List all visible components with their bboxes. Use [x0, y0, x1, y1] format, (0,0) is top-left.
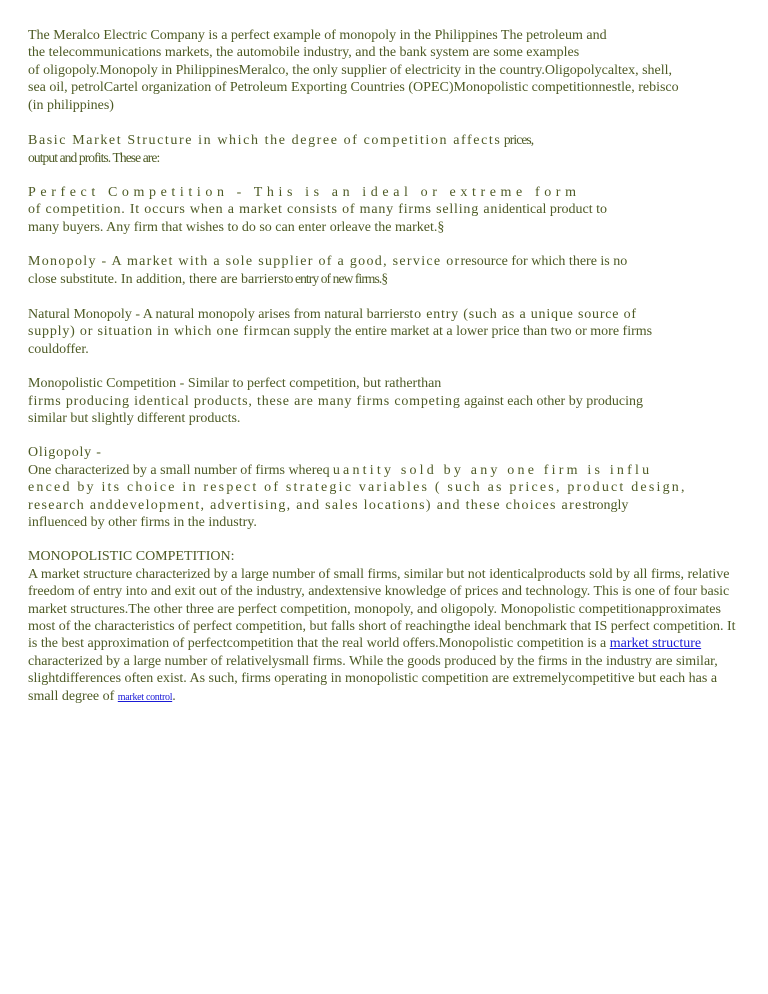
spaced-text: quantity sold by any one firm is influ: [322, 462, 653, 478]
text-line: [28, 462, 740, 479]
section-heading: MONOPOLISTIC COMPETITION:: [28, 549, 235, 565]
text-line: The Meralco Electric Company is a perfect example of monopoly in the Philippines The petroleum and: [28, 28, 607, 43]
section-body: [28, 566, 740, 706]
text-line: couldoffer.: [28, 341, 89, 357]
text-line: sea oil, petrolCartel organization of Petroleum Exporting Countries (OPEC)Monopolistic competitionnestle, rebisco: [28, 80, 679, 96]
text-line: of oligopoly.Monopoly in PhilippinesMeralco, the only supplier of electricity in the country.Oligopolycaltex, shell,: [28, 62, 673, 78]
normal-text: close substitute. In addition, there are barriers: [28, 272, 284, 288]
text-line: [28, 253, 740, 270]
text-line: enced by its choice in respect of strategic variables ( such as prices, product design,: [28, 480, 687, 496]
spaced-text: supply) or situation in which one firm: [28, 324, 271, 340]
market-control-link[interactable]: market control: [117, 691, 173, 703]
intro-paragraph: [28, 27, 740, 114]
text-line: (in philippines): [28, 97, 114, 113]
document-page: [28, 27, 740, 723]
text-line: [28, 306, 740, 323]
spaced-text: of competition. It occurs when a market consists of many firms selling an: [28, 202, 499, 218]
text-line: [28, 201, 740, 218]
normal-text: strongly: [582, 497, 629, 513]
text-line: many buyers. Any firm that wishes to do so can enter orleave the market.§: [28, 219, 445, 235]
text-line: [28, 131, 740, 149]
text-line: [28, 393, 740, 410]
oligopoly-paragraph: [28, 444, 740, 531]
normal-text: One characterized by a small number of firms where: [28, 462, 323, 478]
text-line: [28, 323, 740, 340]
condensed-text: prices,: [501, 132, 534, 148]
normal-text: resource for which there is no: [460, 254, 628, 270]
monopoly-paragraph: [28, 253, 740, 289]
text-line: Oligopoly -: [28, 445, 102, 461]
text-line: [28, 270, 740, 288]
normal-text: can supply the entire market at a lower price than two or more firms: [270, 324, 653, 340]
body-text: .: [172, 688, 176, 704]
condensed-text: to entry of new firms.§: [283, 271, 388, 287]
normal-text: Natural Monopoly - A natural monopoly arises from natural barriers: [28, 306, 410, 322]
spaced-text: firms producing identical products, these are many firms competing: [28, 393, 461, 409]
natural-monopoly-paragraph: [28, 306, 740, 358]
spaced-text: Basic Market Structure in which the degree of competition affects: [28, 133, 502, 149]
monopolistic-competition-paragraph: [28, 375, 740, 427]
text-line: Monopolistic Competition - Similar to perfect competition, but ratherthan: [28, 376, 442, 392]
text-line: [28, 497, 740, 514]
text-line: the telecommunications markets, the automobile industry, and the bank system are some examples: [28, 45, 580, 61]
body-text: A market structure characterized by a large number of small firms, similar but not identicalproducts sold by all firms, relative freedom of entry into and exit out of the industry, andextensive knowledge of prices and technology. This is one of four basic market structures.The other three are perfect competition, monopoly, and oligopoly. Monopolistic competitionapproximates most of the characteristics of perfect competition, but falls short of reachingthe ideal benchmark that IS perfect competition. It is the best approximation of perfectcompetition that the real world offers.Monopolistic competition is a: [28, 566, 736, 652]
spaced-text: to entry (such as a unique source of: [409, 306, 637, 322]
perfect-competition-paragraph: [28, 184, 740, 236]
text-line: influenced by other firms in the industry.: [28, 514, 257, 530]
spaced-text: research anddevelopment, advertising, and sales locations) and these choices are: [28, 497, 583, 513]
text-line: output and profits. These are:: [28, 150, 160, 166]
text-line: Perfect Competition - This is an ideal or extreme form: [28, 184, 581, 200]
market-structure-link[interactable]: market structure: [609, 636, 702, 652]
body-text: characterized by a large number of relativelysmall firms. While the goods produced by the firms in the industry are similar, slightdifferences often exist. As such, firms operating in monopolistic competition are extremelycompetitive but each has a small degree of: [28, 653, 718, 704]
market-structure-intro: [28, 131, 740, 167]
text-line: similar but slightly different products.: [28, 410, 241, 426]
spaced-text: Monopoly - A market with a sole supplier of a good, service or: [28, 254, 461, 270]
monopolistic-section: [28, 548, 740, 706]
normal-text: against each other by producing: [460, 393, 643, 409]
normal-text: identical product to: [498, 202, 607, 218]
